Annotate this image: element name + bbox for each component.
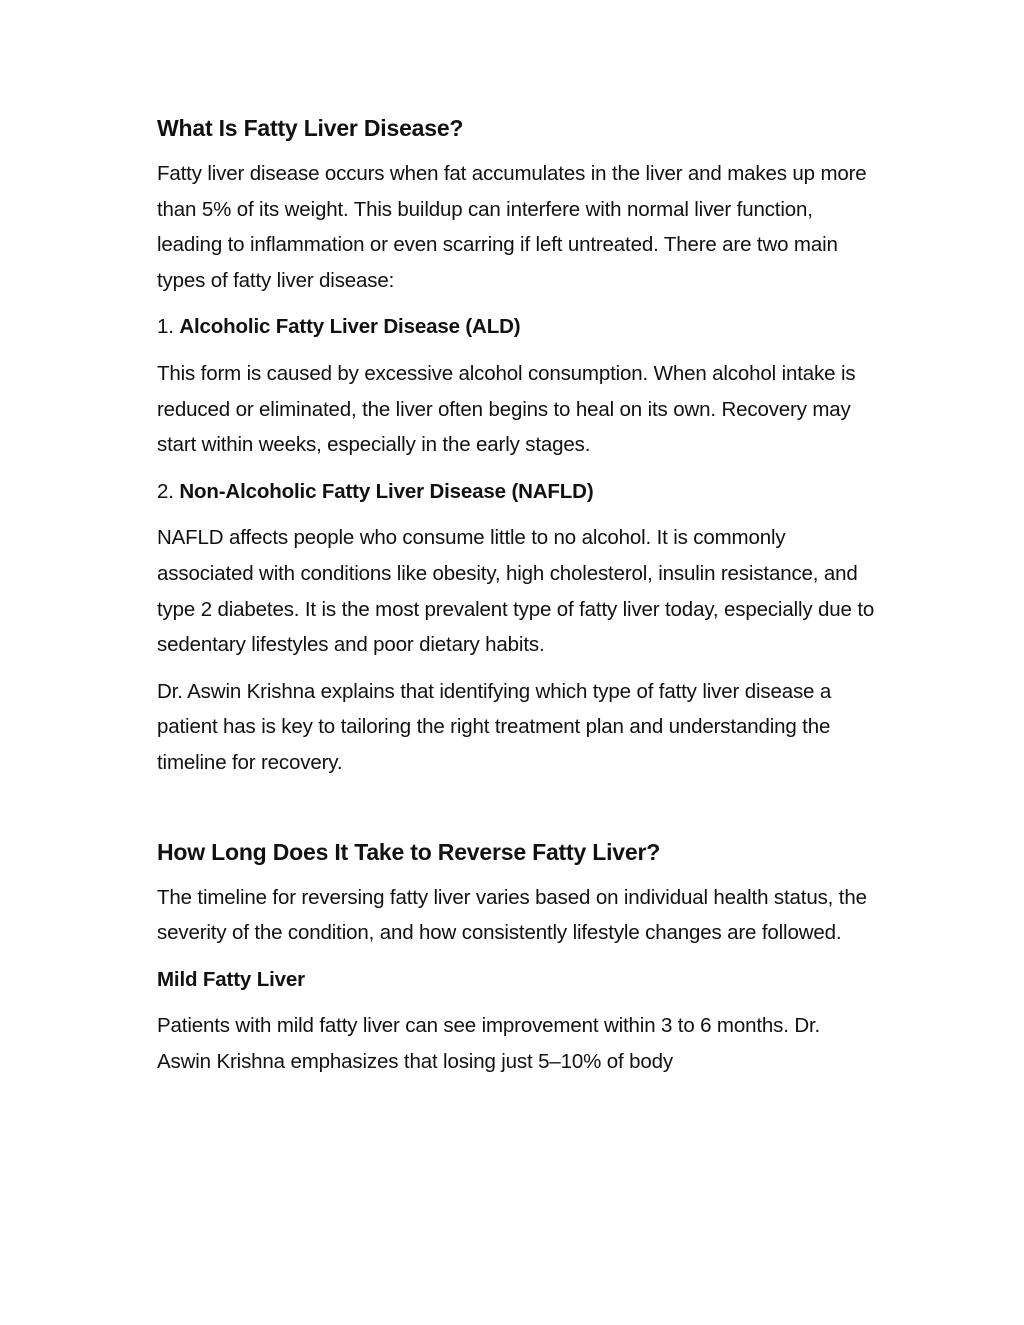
section-heading-fatty-liver: What Is Fatty Liver Disease? <box>157 115 464 141</box>
subheading-mild-fatty-liver: Mild Fatty Liver <box>157 967 305 991</box>
section-heading-reverse-timeline: How Long Does It Take to Reverse Fatty Liver? <box>157 838 661 865</box>
paragraph-timeline-intro: The timeline for reversing fatty liver varies based on individual health status, the severity of the condition, and how consistently lifestyle changes are followed. <box>157 885 867 945</box>
list-item-label: Alcoholic Fatty Liver Disease (ALD) <box>179 315 521 339</box>
document-page <box>157 110 877 1090</box>
list-item-nafld-heading <box>157 474 877 510</box>
paragraph-intro: Fatty liver disease occurs when fat accumulates in the liver and makes up more than 5% of its weight. This buildup can interfere with normal liver function, leading to inflammation or even scarring if left untreated. There are two main types of fatty liver disease: <box>157 162 867 292</box>
list-item-ald-heading <box>157 309 877 345</box>
paragraph-nafld: NAFLD affects people who consume little to no alcohol. It is commonly associated with conditions like obesity, high cholesterol, insulin resistance, and type 2 diabetes. It is the most prevalent type of fatty liver today, especially due to sedentary lifestyles and poor dietary habits. <box>157 526 875 657</box>
list-item-label: Non-Alcoholic Fatty Liver Disease (NAFLD) <box>179 479 594 503</box>
paragraph-ald: This form is caused by excessive alcohol consumption. When alcohol intake is reduced or eliminated, the liver often begins to heal on its own. Recovery may start within weeks, especially in the early stages. <box>157 361 856 457</box>
list-number: 1. <box>157 315 174 339</box>
paragraph-mild: Patients with mild fatty liver can see improvement within 3 to 6 months. Dr. Aswin Krishna emphasizes that losing just 5–10% of body <box>157 1014 821 1073</box>
section-spacer <box>157 792 877 834</box>
paragraph-closing: Dr. Aswin Krishna explains that identifying which type of fatty liver disease a patient has is key to tailoring the right treatment plan and understanding the timeline for recovery. <box>157 679 832 774</box>
list-number: 2. <box>157 479 174 503</box>
